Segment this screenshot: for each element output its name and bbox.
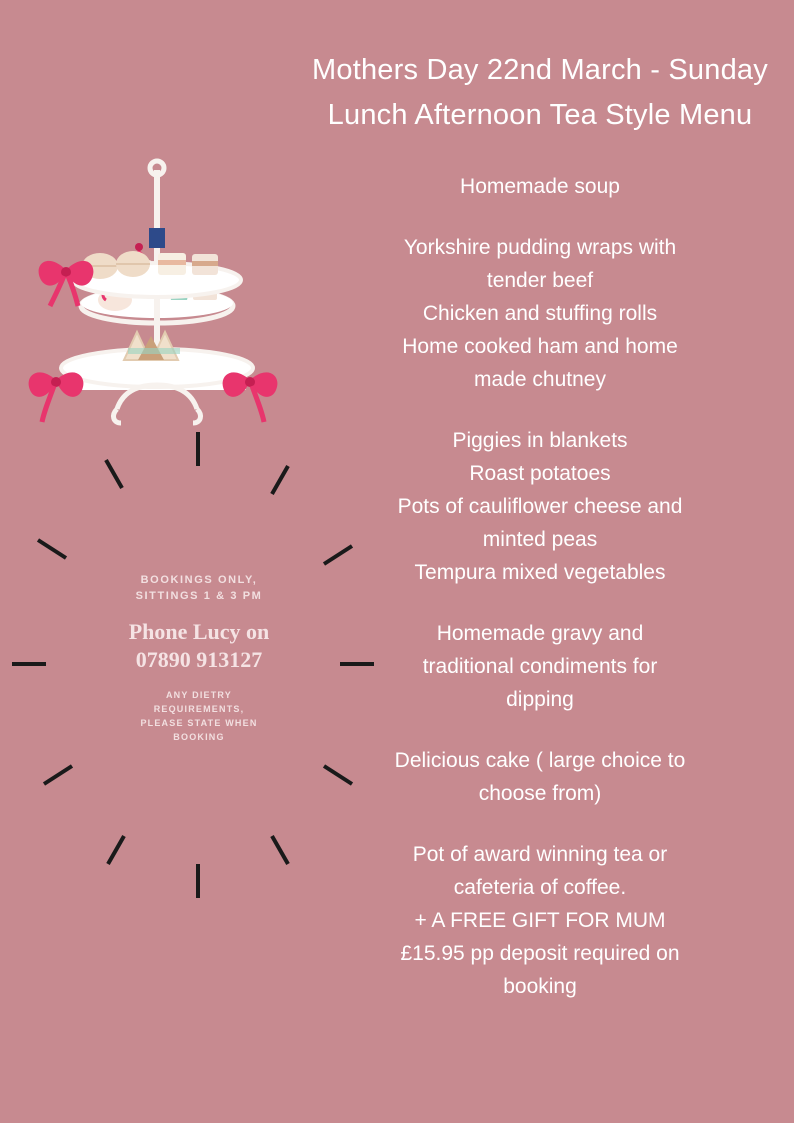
booking-info	[86, 572, 312, 744]
menu-section-drinks-and-offer	[300, 838, 780, 1003]
menu-line: tender beef	[486, 269, 594, 292]
booking-note-line-4: BOOKING	[173, 732, 225, 742]
menu-column	[300, 48, 780, 1031]
menu-line: Home cooked ham and home	[402, 335, 678, 358]
booking-heading-line-2: SITTINGS 1 & 3 PM	[135, 590, 263, 602]
menu-section-dessert	[300, 744, 780, 810]
menu-line: minted peas	[482, 528, 598, 551]
menu-line: Piggies in blankets	[452, 429, 628, 452]
menu-line: dipping	[506, 688, 574, 711]
menu-section-starter	[300, 170, 780, 203]
menu-line-free-gift: + A FREE GIFT FOR MUM	[414, 909, 666, 932]
booking-heading	[86, 572, 312, 604]
booking-heading-line-1: BOOKINGS ONLY,	[140, 574, 258, 586]
booking-phone-line-1: Phone Lucy on	[128, 619, 270, 644]
menu-section-gravy	[300, 617, 780, 716]
menu-line: choose from)	[478, 782, 602, 805]
menu-line: Tempura mixed vegetables	[414, 561, 666, 584]
menu-section-sides	[300, 424, 780, 589]
menu-line: made chutney	[474, 368, 606, 391]
page-title: Mothers Day 22nd March - Sunday Lunch Afternoon Tea Style Menu	[312, 54, 768, 131]
booking-note	[86, 688, 312, 744]
booking-phone-number: 07890 913127	[135, 647, 263, 672]
menu-line: Chicken and stuffing rolls	[422, 302, 658, 325]
menu-line: Roast potatoes	[469, 462, 611, 485]
menu-line: Homemade soup	[460, 175, 620, 198]
menu-line: Homemade gravy and	[436, 622, 644, 645]
menu-section-sandwiches	[300, 231, 780, 396]
menu-line: Pots of cauliflower cheese and	[397, 495, 683, 518]
menu-line: Yorkshire pudding wraps with	[403, 236, 677, 259]
booking-note-line-1: ANY DIETRY	[165, 690, 232, 700]
menu-line: booking	[503, 975, 577, 998]
afternoon-tea-cake-stand-illustration	[38, 110, 278, 390]
menu-line: Pot of award winning tea or	[412, 843, 668, 866]
menu-line: traditional condiments for	[422, 655, 658, 678]
menu-line: Delicious cake ( large choice to	[394, 749, 686, 772]
menu-line-deposit: £15.95 pp deposit required on	[400, 942, 680, 965]
booking-note-line-3: PLEASE STATE WHEN	[140, 718, 258, 728]
booking-phone	[86, 618, 312, 674]
menu-line: cafeteria of coffee.	[453, 876, 627, 899]
booking-note-line-2: REQUIREMENTS,	[153, 704, 245, 714]
